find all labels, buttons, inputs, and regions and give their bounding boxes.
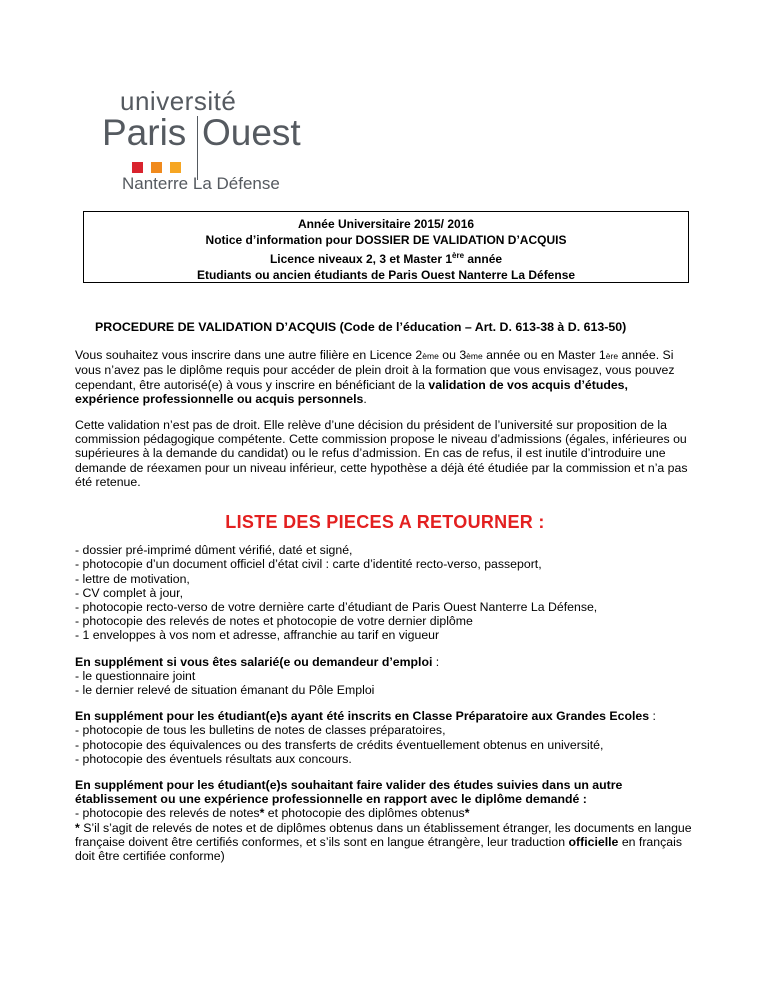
salarie-heading <box>75 655 695 669</box>
list-item <box>75 806 695 820</box>
list-item: - photocopie de tous les bulletins de notes de classes préparatoires, <box>75 723 446 738</box>
intro-paragraph <box>75 348 695 406</box>
logo-separator <box>197 116 198 180</box>
prepa-title: En supplément pour les étudiant(e)s ayant été inscrits en Classe Préparatoire aux Grandes Ecoles <box>75 709 650 724</box>
salarie-section <box>75 655 695 698</box>
header-box <box>83 211 689 283</box>
list-item: - le dernier relevé de situation émanant du Pôle Emploi <box>75 683 375 698</box>
autre-section <box>75 778 695 863</box>
logo-square-yellow <box>170 162 181 173</box>
intro-text-a: Vous souhaitez vous inscrire dans une autre filière en Licence 2 <box>75 348 423 363</box>
logo-nanterre: Nanterre La Défense <box>122 174 280 193</box>
pieces-list <box>75 543 695 642</box>
intro-text-d: année. Si vous n’avez pas le diplôme requis pour accéder de plein droit à la formation que vous envisagez, vous pouvez cependant, être autorisé(e) à vous y inscrire en bénéficiant de la <box>75 348 675 392</box>
header-line-3-end: année <box>464 252 503 266</box>
prepa-colon: : <box>649 709 656 724</box>
intro-text-b: ou 3 <box>438 348 467 363</box>
intro-end: . <box>363 391 367 406</box>
header-line-3-sup: ère <box>452 251 465 260</box>
logo-paris: Paris <box>102 112 187 153</box>
autre-item-b: et photocopie des diplômes obtenus <box>264 806 465 821</box>
list-item: - CV complet à jour, <box>75 585 183 600</box>
asterisk-1: * <box>259 806 265 821</box>
autre-item-a: - photocopie des relevés de notes <box>75 806 260 821</box>
footnote <box>75 821 695 864</box>
list-item: - photocopie des éventuels résultats aux concours. <box>75 751 352 766</box>
list-item: - le questionnaire joint <box>75 668 196 683</box>
footnote-bold: officielle <box>568 834 619 849</box>
list-item: - 1 enveloppes à vos nom et adresse, affranchie au tarif en vigueur <box>75 628 440 643</box>
list-item: - photocopie des relevés de notes et photocopie de votre dernier diplôme <box>75 614 473 629</box>
prepa-section <box>75 709 695 766</box>
intro-sup-1: ème <box>422 351 439 362</box>
list-item: - lettre de motivation, <box>75 571 190 586</box>
header-line-3-text: Licence niveaux 2, 3 et Master 1 <box>269 252 453 266</box>
list-item: - photocopie d’un document officiel d’état civil : carte d’identité recto-verso, passeport, <box>75 557 542 572</box>
logo-ouest: Ouest <box>202 112 301 153</box>
salarie-colon: : <box>432 654 440 669</box>
list-title: LISTE DES PIECES A RETOURNER : <box>225 512 545 533</box>
header-line-3 <box>84 248 688 268</box>
intro-sup-3: ère <box>605 351 619 362</box>
footnote-text-a: S’il s’agit de relevés de notes et de diplômes obtenus dans un établissement étranger, les documents en langue française doivent être certifiés conformes, et s’ils sont en langue étrangère, leur traduction <box>75 820 692 849</box>
header-line-2: Notice d’information pour DOSSIER DE VALIDATION D’ACQUIS <box>205 232 567 247</box>
logo-square-red <box>132 162 143 173</box>
logo-square-orange <box>151 162 162 173</box>
footnote-text-b: en français doit être certifiée conforme) <box>75 834 682 864</box>
salarie-title: En supplément si vous êtes salarié(e ou demandeur d’emploi <box>75 654 433 669</box>
header-line-4: Etudiants ou ancien étudiants de Paris Ouest Nanterre La Défense <box>196 267 576 282</box>
procedure-title: PROCEDURE DE VALIDATION D’ACQUIS (Code de l’éducation – Art. D. 613-38 à D. 613-50) <box>95 320 627 334</box>
asterisk-3: * <box>75 820 80 835</box>
document-body <box>75 320 695 875</box>
intro-sup-2: ème <box>466 351 483 362</box>
asterisk-2: * <box>464 806 470 821</box>
university-logo <box>102 86 320 193</box>
autre-heading: En supplément pour les étudiant(e)s souhaitant faire valider des études suivies dans un autre établissement ou une expérience professionnelle en rapport avec le diplôme demandé : <box>75 778 623 807</box>
header-line-1: Année Universitaire 2015/ 2016 <box>297 217 475 231</box>
intro-bold: validation de vos acquis d’études, expérience professionnelle ou acquis personnels <box>75 377 628 406</box>
prepa-heading <box>75 709 695 723</box>
logo-universite: université <box>120 86 237 116</box>
list-item: - photocopie recto-verso de votre dernière carte d’étudiant de Paris Ouest Nanterre La Défense, <box>75 600 598 615</box>
list-item: - dossier pré-imprimé dûment vérifié, daté et signé, <box>75 543 353 558</box>
list-item: - photocopie des équivalences ou des transferts de crédits éventuellement obtenus en université, <box>75 737 604 752</box>
intro-text-c: année ou en Master 1 <box>482 348 606 363</box>
validation-paragraph: Cette validation n’est pas de droit. Elle relève d’une décision du président de l’université sur proposition de la commission pédagogique compétente. Cette commission propose le niveau d’admissions (égales, inférieures ou supérieures à la demande du candidat) ou le refus d’admission. En cas de refus, il est inutile d’introduire une demande de réexamen pour un niveau inférieur, cette hypothèse a déjà été étudiée par la commission et n’a pas été retenue. <box>75 418 688 489</box>
